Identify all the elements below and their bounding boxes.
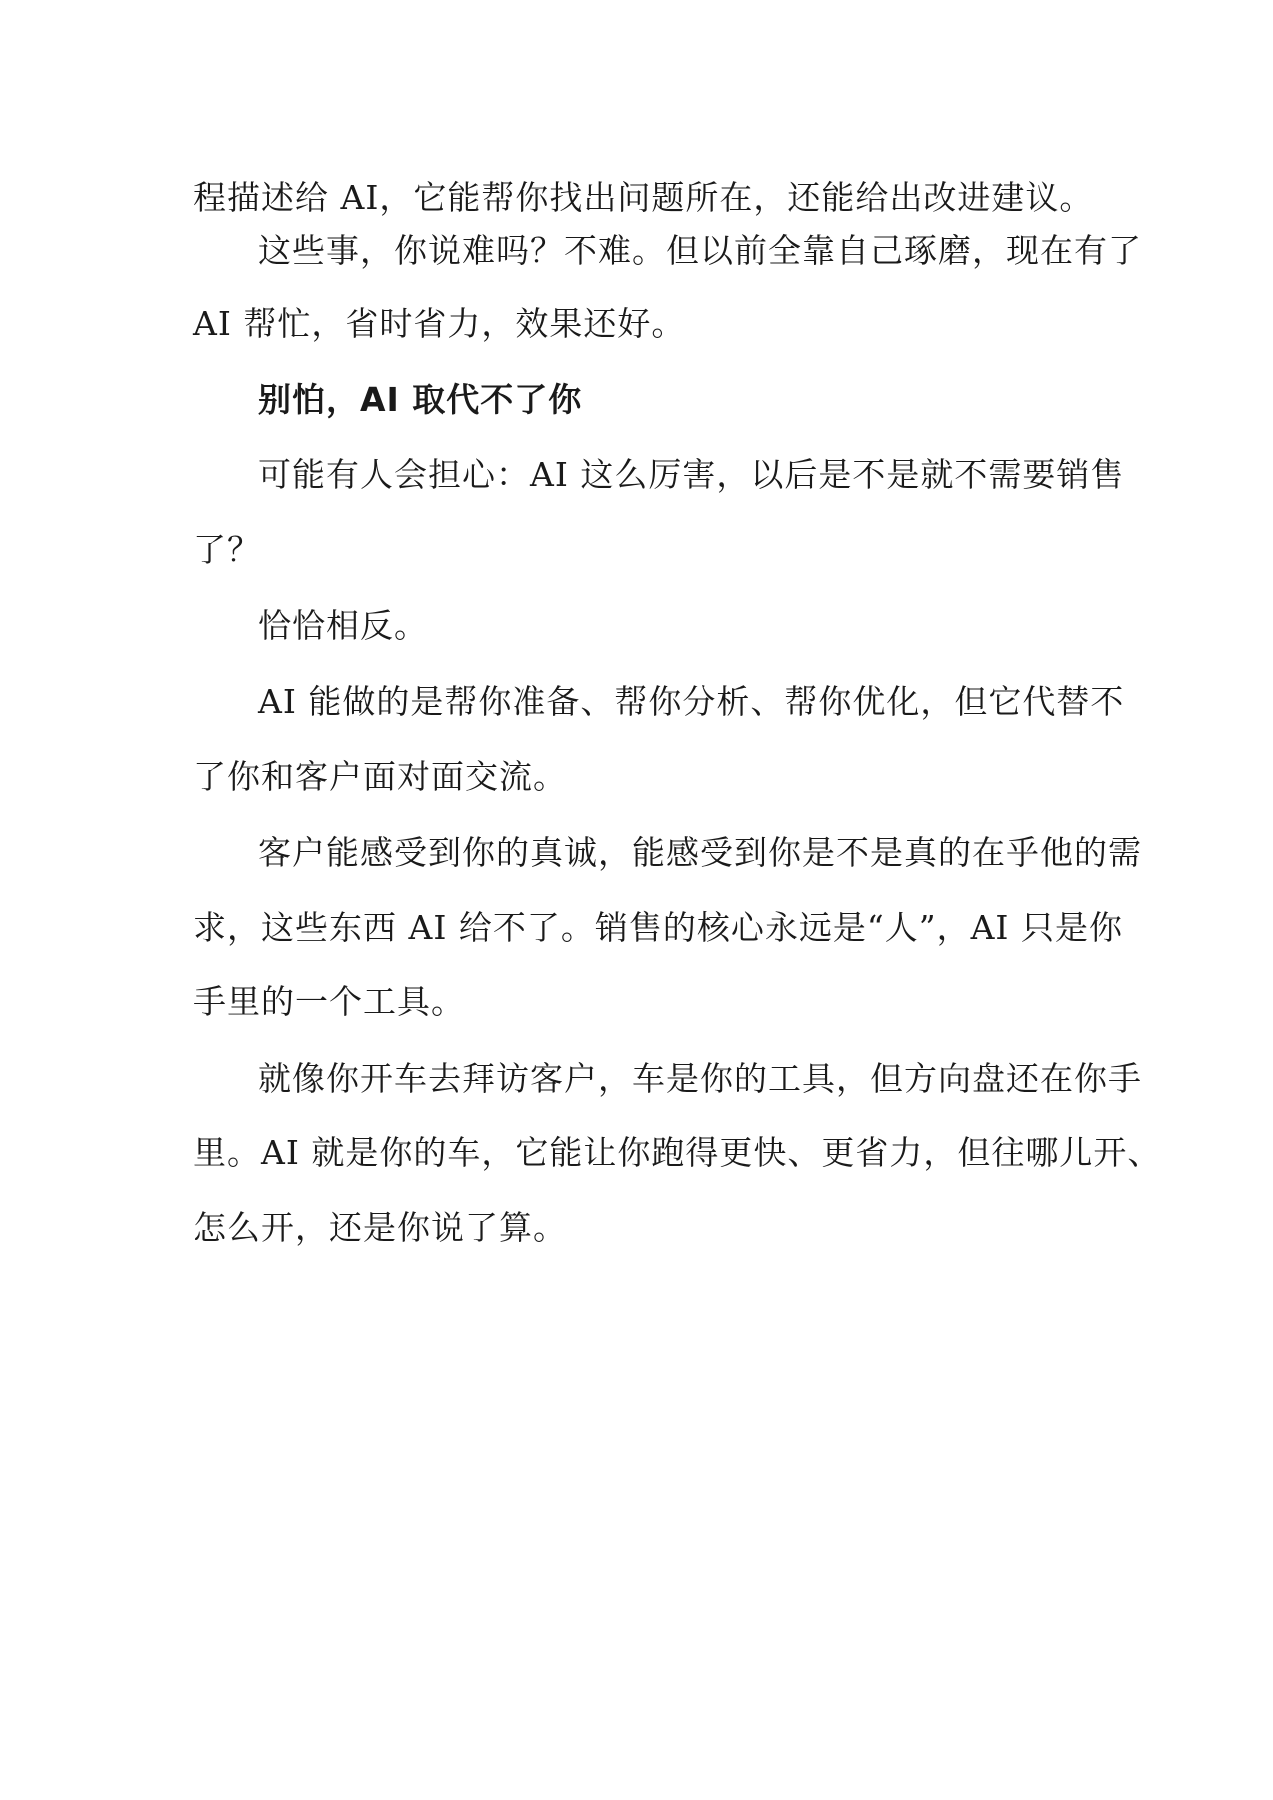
paragraph-line: 怎么开，还是你说了算。 [193,1208,567,1247]
paragraph-line: 手里的一个工具。 [193,982,465,1021]
paragraph-line: AI 能做的是帮你准备、帮你分析、帮你优化，但它代替不 [258,682,1125,721]
paragraph-line: 客户能感受到你的真诚，能感受到你是不是真的在乎他的需 [258,833,1142,872]
paragraph-line: 这些事，你说难吗？不难。但以前全靠自己琢磨，现在有了 [258,231,1142,270]
paragraph-line: 可能有人会担心：AI 这么厉害，以后是不是就不需要销售 [258,455,1125,494]
paragraph-line: 求，这些东西 AI 给不了。销售的核心永远是“人”，AI 只是你 [193,908,1123,947]
paragraph-line: 了你和客户面对面交流。 [193,757,567,796]
paragraph-line: 恰恰相反。 [258,606,428,645]
paragraph-line: AI 帮忙，省时省力，效果还好。 [193,304,686,343]
paragraph-line: 了？ [193,530,261,569]
paragraph-line: 就像你开车去拜访客户，车是你的工具，但方向盘还在你手 [258,1059,1142,1098]
section-heading: 别怕，AI 取代不了你 [258,380,583,419]
paragraph-line: 里。AI 就是你的车，它能让你跑得更快、更省力，但往哪儿开、 [193,1133,1162,1172]
paragraph-line: 程描述给 AI，它能帮你找出问题所在，还能给出改进建议。 [193,178,1094,217]
